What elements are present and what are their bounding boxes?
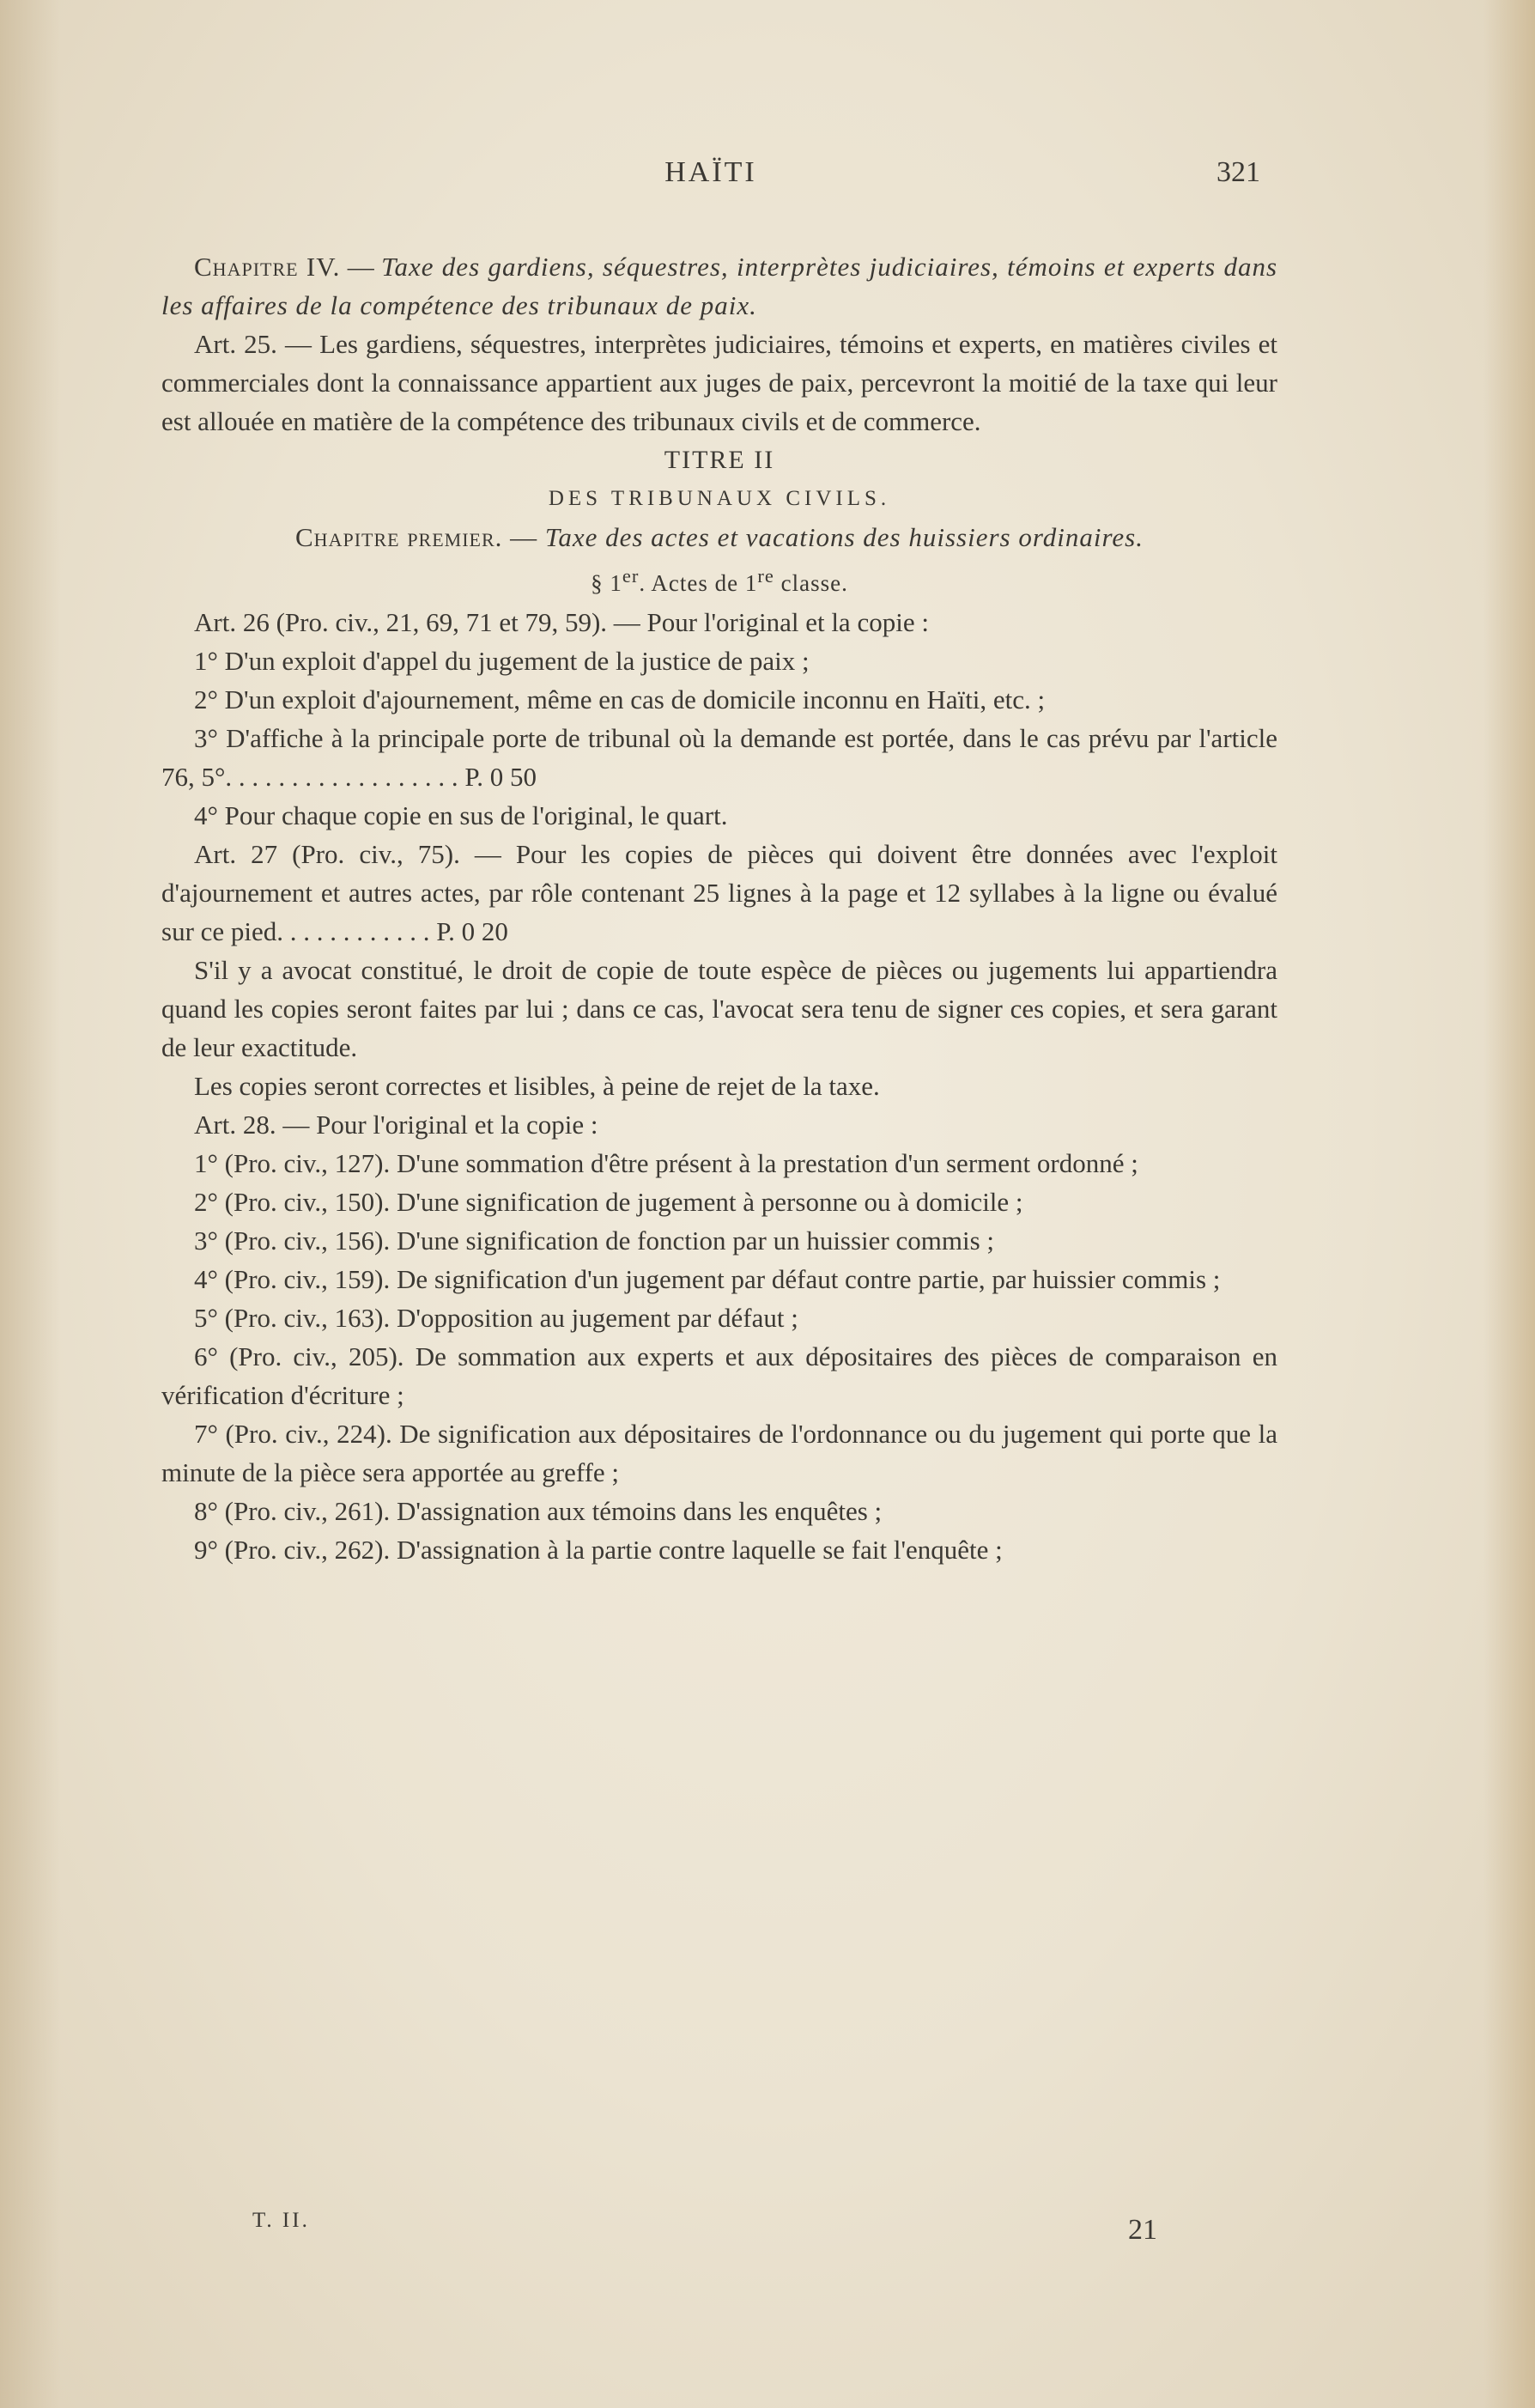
page-footer [161, 2209, 1277, 2252]
page-shadow-left [0, 0, 60, 2408]
chapter-1-dash: — [510, 522, 538, 552]
section-number-sup: er [622, 565, 640, 587]
article-26-item-2: 2° D'un exploit d'ajournement, même en cas de domicile inconnu en Haïti, etc. ; [194, 684, 1046, 714]
page-shadow-right [1483, 0, 1535, 2408]
titre-subheading: DES TRIBUNAUX CIVILS. [548, 487, 891, 510]
page-header [161, 156, 1260, 199]
section-class-sup: re [757, 565, 774, 587]
signature-mark: T. II. [252, 2209, 310, 2232]
article-28-item-7: 7° (Pro. civ., 224). De signification aux dépositaires de l'ordonnance ou du jugement qui porte que la minute de la pièce sera apportée au greffe ; [161, 1419, 1277, 1487]
chapter-4-title: Taxe des gardiens, séquestres, interprètes judiciaires, témoins et experts dans les affaires de la compétence des tribunaux de paix. [161, 252, 1278, 320]
article-26-intro: Art. 26 (Pro. civ., 21, 69, 71 et 79, 59). — Pour l'original et la copie : [194, 607, 929, 637]
article-26-item-3: 3° D'affiche à la principale porte de tribunal où la demande est portée, dans le cas prévu par l'article 76, 5°. . . . . . . . . . . . . . . . . . P. 0 50 [161, 723, 1277, 792]
section-text-end: classe. [774, 570, 848, 596]
article-28-item-6: 6° (Pro. civ., 205). De sommation aux experts et aux dépositaires des pièces de comparaison en vérification d'écriture ; [161, 1341, 1277, 1410]
chapter-1-title: Taxe des actes et vacations des huissiers ordinaires. [544, 522, 1144, 552]
section-sign: § [591, 570, 604, 596]
chapter-4-heading [161, 247, 1277, 325]
article-27-copies: Les copies seront correctes et lisibles, à peine de rejet de la taxe. [194, 1071, 880, 1101]
article-28-item-5: 5° (Pro. civ., 163). D'opposition au jugement par défaut ; [194, 1303, 798, 1333]
chapter-1-label: Chapitre premier. [295, 522, 503, 552]
section-number: 1 [610, 570, 622, 596]
running-title: HAÏTI [664, 156, 757, 188]
section-1-heading [161, 556, 1277, 603]
chapter-1-heading [161, 518, 1277, 556]
section-class-number: 1 [744, 570, 758, 596]
chapter-4-dash: — [347, 252, 374, 282]
chapter-4-label: Chapitre IV. [194, 252, 341, 282]
page-number: 321 [1216, 156, 1260, 188]
article-27-avocat: S'il y a avocat constitué, le droit de copie de toute espèce de pièces ou jugements lui appartiendra quand les copies seront faites par lui ; dans ce cas, l'avocat sera tenu de signer ces copies, et sera garant de leur exactitude. [161, 955, 1277, 1062]
article-28-item-4: 4° (Pro. civ., 159). De signification d'un jugement par défaut contre partie, par huissier commis ; [194, 1264, 1221, 1294]
article-28-item-1: 1° (Pro. civ., 127). D'une sommation d'être présent à la prestation d'un serment ordonné ; [194, 1148, 1138, 1178]
titre-heading: TITRE II [664, 446, 775, 474]
article-28-item-3: 3° (Pro. civ., 156). D'une signification de fonction par un huissier commis ; [194, 1225, 995, 1256]
article-27: Art. 27 (Pro. civ., 75). — Pour les copies de pièces qui doivent être données avec l'exploit d'ajournement et autres actes, par rôle contenant 25 lignes à la page et 12 syllabes à la ligne ou évalué sur ce pied. . . . . . . . . . . . P. 0 20 [161, 839, 1277, 946]
article-26-item-1: 1° D'un exploit d'appel du jugement de la justice de paix ; [194, 646, 810, 676]
article-28-item-9: 9° (Pro. civ., 262). D'assignation à la partie contre laquelle se fait l'enquête ; [194, 1535, 1003, 1565]
article-26-item-4: 4° Pour chaque copie en sus de l'original, le quart. [194, 800, 728, 830]
sheet-number: 21 [1128, 2214, 1157, 2246]
article-28-item-8: 8° (Pro. civ., 261). D'assignation aux témoins dans les enquêtes ; [194, 1496, 883, 1526]
article-28-intro: Art. 28. — Pour l'original et la copie : [194, 1110, 598, 1140]
article-25: Art. 25. — Les gardiens, séquestres, interprètes judiciaires, témoins et experts, en matières civiles et commerciales dont la connaissance appartient aux juges de paix, percevront la moitié de la taxe qui leur est allouée en matière de la compétence des tribunaux civils et de commerce. [161, 329, 1277, 436]
page-body [161, 247, 1277, 1569]
article-28-item-2: 2° (Pro. civ., 150). D'une signification de jugement à personne ou à domicile ; [194, 1187, 1023, 1217]
section-text-mid: . Actes de [639, 570, 745, 596]
